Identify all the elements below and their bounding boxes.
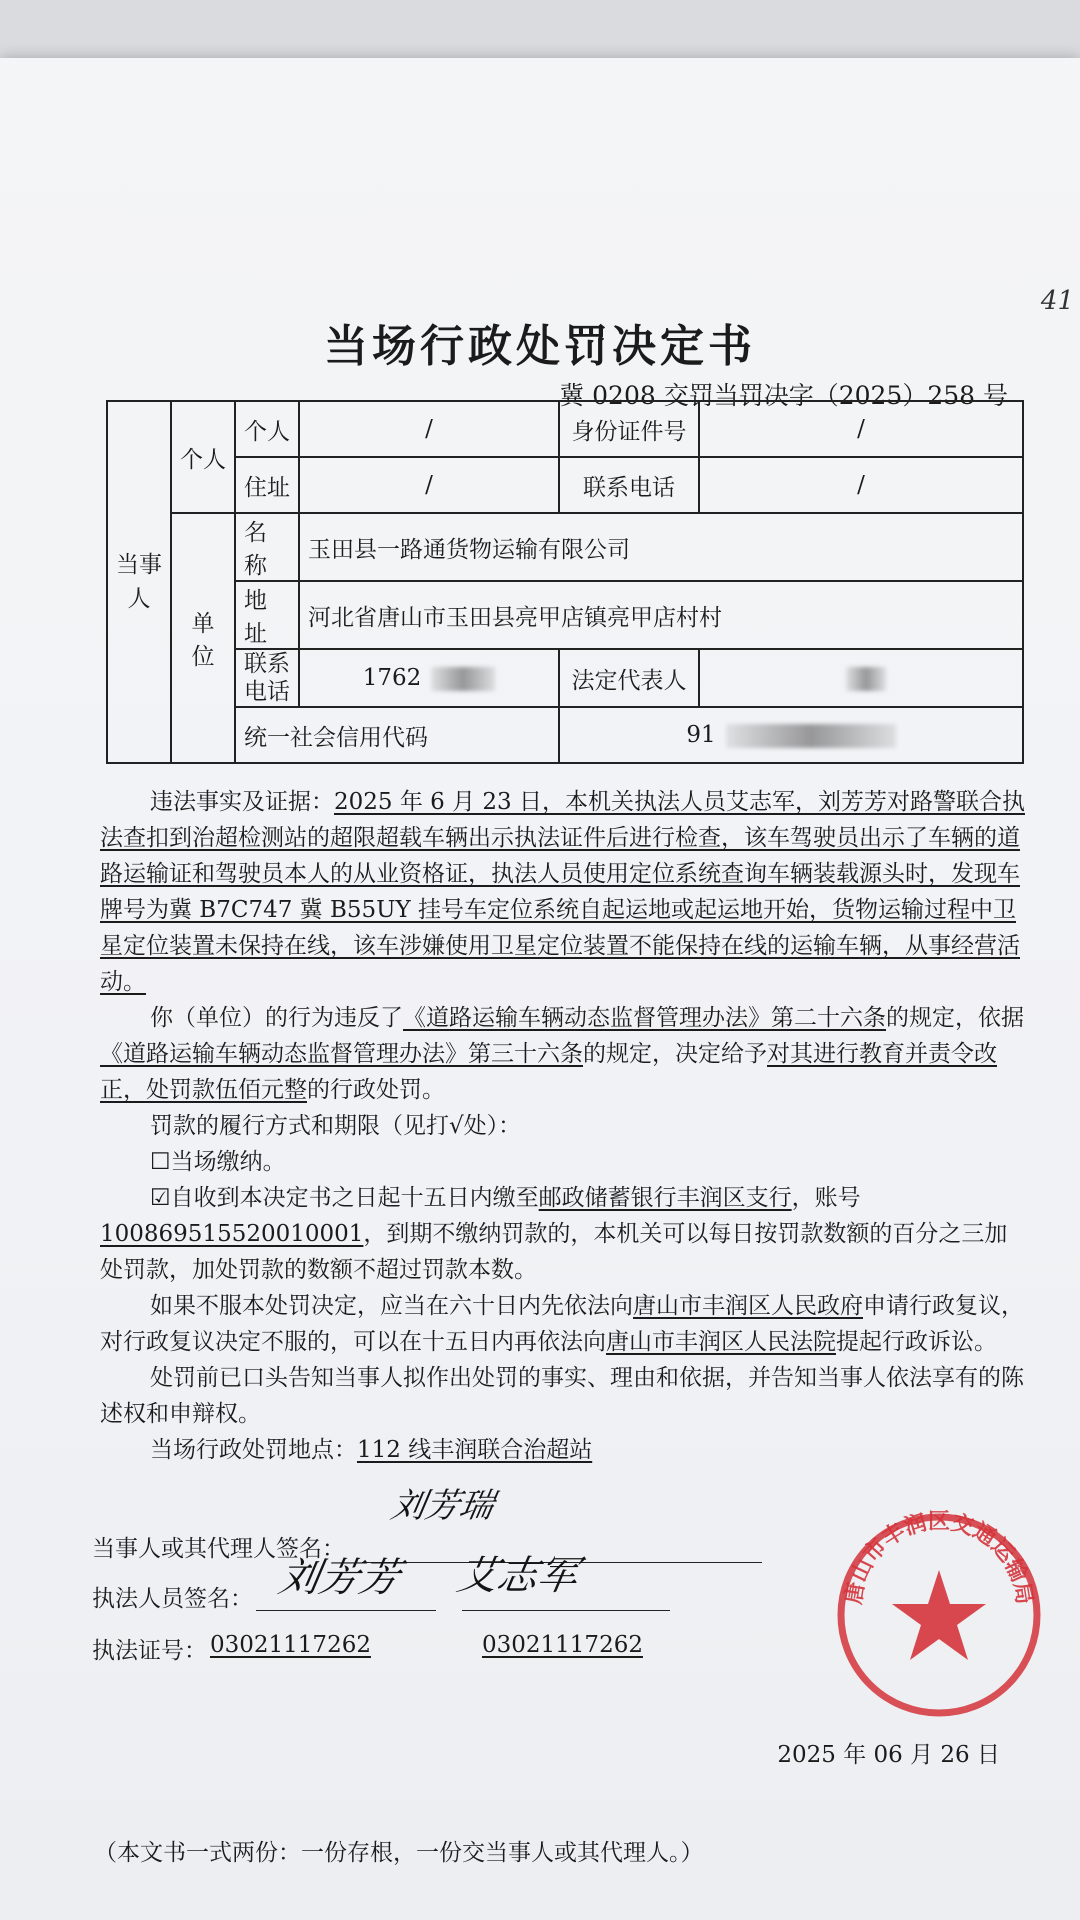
issue-date: 2025 年 06 月 26 日 [777, 1742, 1000, 1768]
violation-text-2: 的规定，依据 [886, 1005, 1024, 1031]
officer-signature-label: 执法人员签名： [92, 1586, 253, 1612]
footer-note: （本文书一式两份：一份存根，一份交当事人或其代理人。） [94, 1840, 704, 1866]
person-value: / [299, 401, 559, 457]
officer-2-cert-number: 03021117262 [482, 1632, 643, 1658]
location-value: 112 线丰润联合治超站 [357, 1437, 593, 1463]
penalty-text: 对其进行教育并责令改正，处罚款伍佰元整 [100, 1041, 997, 1103]
unit-phone-label-text: 联系电话 [244, 651, 290, 705]
payment-option-1 [100, 1144, 1030, 1180]
officer-1-handwritten-signature: 刘芳芳 [275, 1555, 404, 1601]
violation-text-4: 的行政处罚。 [307, 1077, 445, 1103]
location-paragraph [100, 1432, 1030, 1468]
party-info-table [106, 400, 1024, 764]
appeal-text-3: 提起行政诉讼。 [836, 1329, 997, 1355]
person-group-label: 个人 [180, 446, 226, 473]
basis-law: 《道路运输车辆动态监督管理办法》第三十六条 [100, 1041, 583, 1067]
person-label: 个人 [244, 418, 290, 445]
legal-rep-value [699, 649, 1023, 707]
document-title: 当场行政处罚决定书 [324, 321, 756, 372]
unit-phone-value: 1762 [362, 665, 422, 691]
notice-paragraph: 处罚前已口头告知当事人拟作出处罚的事实、理由和依据，并告知当事人依法享有的陈述权和申辩权。 [100, 1365, 1024, 1427]
credit-code-cell [559, 707, 1023, 763]
id-label: 身份证件号 [559, 401, 699, 457]
unit-group-cell [171, 513, 235, 763]
unit-address-label: 地 址 [235, 581, 299, 649]
seal-star-icon [892, 1570, 986, 1660]
violated-law: 《道路运输车辆动态监督管理办法》第二十六条 [403, 1005, 886, 1031]
cert-number-label: 执法证号： [92, 1638, 207, 1664]
checkbox-checked: ☑ [150, 1185, 171, 1211]
unit-name-label: 名 称 [235, 513, 299, 581]
location-label: 当场行政处罚地点： [150, 1437, 357, 1463]
appeal-paragraph [100, 1288, 1030, 1360]
credit-code-label: 统一社会信用代码 [235, 707, 559, 763]
phone-value: / [699, 457, 1023, 513]
facts-text: 2025 年 6 月 23 日，本机关执法人员艾志军，刘芳芳对路警联合执法查扣到治超检测站的超限超载车辆出示执法证件后进行检查，该车驾驶员出示了车辆的道路运输证和驾驶员本人的从业资格证，执法人员使用定位系统查询车辆装载源头时，发现车牌号为冀 B7C747 冀 B55UY 挂号车定位系统自起运地或起运地开始，货物运输过程中卫星定位装置未保持在线，该车涉嫌使用卫星定位装置不能保持在线的运输车辆，从事经营活动。 [100, 789, 1025, 995]
officer-1-signature-line [256, 1610, 436, 1611]
appeal-court: 唐山市丰润区人民法院 [606, 1329, 836, 1355]
redaction-blur [726, 724, 896, 748]
appeal-government: 唐山市丰润区人民政府 [633, 1293, 863, 1319]
officer-2-handwritten-signature: 艾志军 [453, 1553, 582, 1599]
party-signature-label: 当事人或其代理人签名： [92, 1536, 345, 1562]
unit-phone-label [235, 649, 299, 707]
person-label-cell [235, 401, 299, 457]
party-label: 当事人 [116, 552, 162, 612]
party-label-cell [107, 401, 171, 763]
official-seal [834, 1510, 1044, 1720]
payment-account: 100869515520010001 [100, 1221, 364, 1247]
id-value: / [699, 401, 1023, 457]
address-label: 住址 [235, 457, 299, 513]
payment-bank: 邮政储蓄银行丰润区支行 [538, 1185, 792, 1211]
page-corner-number: 41 [1040, 286, 1074, 316]
unit-address-value: 河北省唐山市玉田县亮甲店镇亮甲店村村 [299, 581, 1023, 649]
officer-1-cert-number: 03021117262 [210, 1632, 371, 1658]
facts-label: 违法事实及证据： [150, 789, 334, 815]
document-number: 冀 0208 交罚当罚决字（2025）258 号 [559, 381, 1008, 410]
payment-heading: 罚款的履行方式和期限（见打√处）： [150, 1113, 522, 1139]
legal-rep-label: 法定代表人 [559, 649, 699, 707]
document-page [0, 58, 1080, 1920]
redaction-blur [431, 667, 495, 691]
unit-name-value: 玉田县一路通货物运输有限公司 [299, 513, 1023, 581]
violation-text-1: 你（单位）的行为违反了 [150, 1005, 403, 1031]
phone-label: 联系电话 [559, 457, 699, 513]
checkbox-unchecked: ☐ [150, 1149, 171, 1175]
decision-body [100, 784, 1030, 1468]
payment-option-2-text-b: ，账号 [791, 1185, 861, 1211]
redaction-blur [846, 667, 886, 691]
violation-paragraph [100, 1000, 1030, 1108]
address-value: / [299, 457, 559, 513]
person-group-cell [171, 401, 235, 513]
seal-text: 唐山市丰润区交通运输局 [841, 1510, 1037, 1607]
payment-option-2 [100, 1180, 1030, 1288]
appeal-text-1: 如果不服本处罚决定，应当在六十日内先依法向 [150, 1293, 633, 1319]
credit-code-value: 91 [686, 722, 716, 748]
payment-option-2-text-c: ，到期不缴纳罚款的，本机关可以每日按罚款数额的百分之三加处罚款，加处罚款的数额不超过罚款本数。 [100, 1221, 1008, 1283]
payment-option-2-text-a: 自收到本决定书之日起十五日内缴至 [170, 1185, 539, 1211]
party-handwritten-signature: 刘芳瑞 [387, 1486, 497, 1526]
facts-paragraph [100, 784, 1030, 1000]
violation-text-3: 的规定，决定给予 [583, 1041, 767, 1067]
unit-group-label: 单 位 [191, 611, 215, 670]
officer-2-signature-line [462, 1610, 670, 1611]
appeal-text-2: 申请行政复议，对行政复议决定不服的，可以在十五日内再依法向 [100, 1293, 1024, 1355]
unit-phone-cell [299, 649, 559, 707]
payment-option-1-text: 当场缴纳。 [170, 1149, 286, 1175]
